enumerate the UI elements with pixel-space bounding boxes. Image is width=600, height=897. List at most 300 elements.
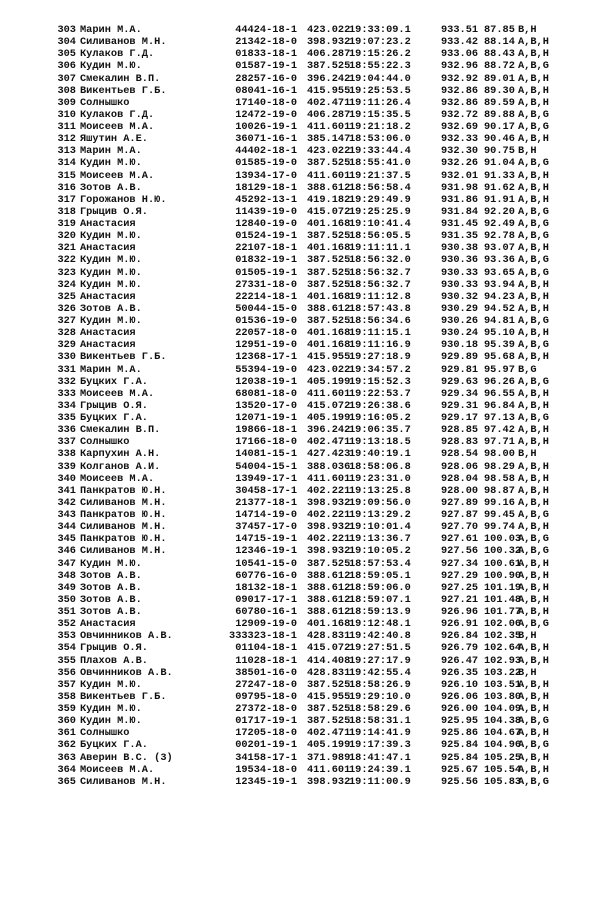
row-number: 336 [57,424,76,437]
table-row [0,48,600,60]
table-row [0,473,600,485]
groups: A,B,G [518,412,549,424]
table-row [0,679,600,691]
ring-code: 01833-18-1 [235,48,297,61]
coefficient: 95.39 [484,339,515,352]
row-number: 332 [57,375,76,388]
coefficient: 91.33 [484,169,515,182]
ring-code: 01832-19-1 [235,254,297,267]
speed: 929.34 [441,387,479,400]
row-number: 365 [57,775,76,788]
coefficient: 96.26 [484,375,515,388]
distance: 387.525 [307,678,351,691]
participant-name: Кудин М.Ю. [80,315,142,327]
participant-name: Кудин М.Ю. [80,557,142,570]
table-row [0,230,600,242]
row-number: 340 [57,472,76,485]
arrival-time: 19:21:37.5 [349,169,411,182]
participant-name: Марин М.А. [80,24,142,36]
arrival-time: 19:40:19.1 [349,448,411,461]
coefficient: 94.52 [484,302,515,315]
speed: 927.61 [441,533,479,546]
distance: 388.612 [307,181,351,194]
participant-name: Кудин М.Ю. [80,703,142,715]
table-row [0,521,600,533]
arrival-time: 19:15:26.2 [349,48,411,61]
coefficient: 92.78 [484,230,515,243]
groups: A,B,H [518,472,549,485]
arrival-time: 19:11:26.4 [349,96,411,109]
distance: 414.408 [307,654,351,667]
table-row [0,739,600,751]
arrival-time: 19:15:52.3 [349,375,411,388]
coefficient: 89.59 [484,96,515,109]
distance: 371.989 [307,751,351,764]
row-number: 304 [57,36,76,49]
participant-name: Силиванов М.Н. [80,496,167,509]
arrival-time: 18:58:26.9 [349,678,411,691]
speed: 925.67 [441,763,479,776]
table-row [0,642,600,654]
table-row [0,412,600,424]
distance: 388.612 [307,302,351,315]
arrival-time: 19:11:11.1 [349,242,411,255]
groups: B,H [518,630,537,643]
distance: 406.287 [307,108,351,121]
speed: 932.30 [441,145,479,158]
distance: 411.601 [307,121,351,133]
distance: 387.525 [307,266,351,279]
distance: 398.932 [307,521,351,534]
row-number: 356 [57,666,76,679]
participant-name: Овчинников А.В. [80,630,173,643]
participant-name: Смекалин В.П. [80,72,161,85]
row-number: 361 [57,727,76,740]
row-number: 331 [57,363,76,376]
participant-name: Аверин В.С. (3) [80,751,173,764]
distance: 419.182 [307,193,351,206]
distance: 402.221 [307,533,351,546]
speed: 932.86 [441,84,479,97]
distance: 385.147 [307,133,351,146]
ring-code: 27247-18-0 [235,678,297,691]
ring-code: 12951-19-0 [235,339,297,352]
distance: 405.199 [307,412,351,424]
participant-name: Солнышко [80,436,130,449]
ring-code: 36071-16-1 [235,133,297,146]
row-number: 351 [57,606,76,618]
participant-name: Кудин М.Ю. [80,157,142,170]
speed: 929.63 [441,375,479,388]
speed: 929.89 [441,351,479,364]
speed: 930.38 [441,242,479,255]
coefficient: 102.06 [484,618,522,631]
speed: 931.86 [441,193,479,206]
coefficient: 95.97 [484,363,515,376]
arrival-time: 19:09:56.0 [349,496,411,509]
ring-code: 18129-18-1 [235,181,297,194]
speed: 925.95 [441,715,479,728]
groups: A,B,H [518,424,549,437]
coefficient: 98.58 [484,472,515,485]
table-row [0,618,600,630]
row-number: 349 [57,581,76,594]
table-row [0,218,600,230]
participant-name: Колганов А.И. [80,460,161,473]
row-number: 307 [57,72,76,85]
coefficient: 102.64 [484,642,522,655]
groups: A,B,G [518,618,549,631]
table-row [0,339,600,351]
groups: A,B,H [518,690,549,703]
arrival-time: 19:14:41.9 [349,727,411,740]
participant-name: Панкратов Ю.Н. [80,484,167,497]
participant-name: Яшутин А.Е. [80,133,148,146]
groups: A,B,H [518,133,549,146]
arrival-time: 19:13:36.7 [349,533,411,546]
table-row [0,291,600,303]
ring-code: 12071-19-1 [235,412,297,424]
row-number: 334 [57,399,76,412]
table-row [0,582,600,594]
groups: A,B,G [518,739,549,752]
groups: A,B,G [518,266,549,279]
table-row [0,667,600,679]
table-row [0,157,600,169]
participant-name: Зотов А.В. [80,606,142,618]
distance: 398.932 [307,545,351,558]
distance: 427.423 [307,448,351,461]
speed: 927.89 [441,496,479,509]
speed: 926.79 [441,642,479,655]
coefficient: 101.19 [484,581,522,594]
distance: 387.525 [307,703,351,715]
ring-code: 11439-19-0 [235,205,297,218]
table-row [0,533,600,545]
distance: 388.612 [307,569,351,582]
row-number: 312 [57,133,76,146]
coefficient: 92.49 [484,218,515,230]
groups: A,B,G [518,121,549,133]
coefficient: 91.62 [484,181,515,194]
coefficient: 98.29 [484,460,515,473]
coefficient: 90.75 [484,145,515,158]
ring-code: 01717-19-1 [235,715,297,728]
groups: A,B,H [518,727,549,740]
row-number: 322 [57,254,76,267]
ring-code: 12368-17-1 [235,351,297,364]
row-number: 306 [57,60,76,73]
arrival-time: 19:42:55.4 [349,666,411,679]
participant-name: Анастасия [80,218,136,230]
row-number: 308 [57,84,76,97]
ring-code: 00201-19-1 [235,739,297,752]
row-number: 344 [57,521,76,534]
distance: 401.168 [307,218,351,230]
ring-code: 38501-16-0 [235,666,297,679]
groups: A,B,H [518,48,549,61]
table-row [0,715,600,727]
speed: 926.84 [441,630,479,643]
speed: 930.18 [441,339,479,352]
arrival-time: 18:55:41.0 [349,157,411,170]
coefficient: 95.68 [484,351,515,364]
arrival-time: 19:26:38.6 [349,399,411,412]
distance: 415.955 [307,351,351,364]
coefficient: 88.72 [484,60,515,73]
table-row [0,364,600,376]
coefficient: 97.71 [484,436,515,449]
arrival-time: 18:57:53.4 [349,557,411,570]
participant-name: Зотов А.В. [80,569,142,582]
arrival-time: 18:56:32.7 [349,278,411,291]
participant-name: Зотов А.В. [80,581,142,594]
table-row [0,242,600,254]
ring-code: 13934-17-0 [235,169,297,182]
groups: A,B,H [518,242,549,255]
table-row [0,485,600,497]
speed: 931.98 [441,181,479,194]
coefficient: 90.46 [484,133,515,146]
speed: 926.00 [441,703,479,715]
arrival-time: 19:13:25.8 [349,484,411,497]
distance: 401.168 [307,618,351,631]
participant-name: Силиванов М.Н. [80,775,167,788]
groups: B,H [518,666,537,679]
ring-code: 09795-18-0 [235,690,297,703]
arrival-time: 18:56:05.5 [349,230,411,243]
distance: 415.955 [307,84,351,97]
groups: A,B,H [518,96,549,109]
coefficient: 103.80 [484,690,522,703]
ring-code: 54004-15-1 [235,460,297,473]
ring-code: 37457-17-0 [235,521,297,534]
table-row [0,727,600,739]
row-number: 355 [57,654,76,667]
coefficient: 99.16 [484,496,515,509]
speed: 925.86 [441,727,479,740]
speed: 930.33 [441,278,479,291]
row-number: 318 [57,205,76,218]
row-number: 325 [57,290,76,303]
groups: A,B,H [518,642,549,655]
speed: 928.00 [441,484,479,497]
groups: A,B,H [518,763,549,776]
participant-name: Буцких Г.А. [80,739,148,752]
speed: 932.92 [441,72,479,85]
speed: 930.24 [441,327,479,340]
distance: 388.612 [307,593,351,606]
coefficient: 104.38 [484,715,522,728]
arrival-time: 19:29:49.9 [349,193,411,206]
groups: A,B,H [518,387,549,400]
ring-code: 68081-18-0 [235,387,297,400]
participant-name: Плахов А.В. [80,654,148,667]
groups: A,B,H [518,521,549,534]
participant-name: Моисеев М.А. [80,169,155,182]
distance: 402.471 [307,436,351,449]
speed: 928.85 [441,424,479,437]
coefficient: 97.42 [484,424,515,437]
ring-code: 19534-18-0 [235,763,297,776]
arrival-time: 18:56:32.0 [349,254,411,267]
speed: 927.70 [441,521,479,534]
table-row [0,376,600,388]
row-number: 333 [57,387,76,400]
table-row [0,85,600,97]
table-row [0,60,600,72]
table-row [0,509,600,521]
arrival-time: 19:42:40.8 [349,630,411,643]
speed: 929.17 [441,412,479,424]
distance: 387.525 [307,557,351,570]
arrival-time: 19:29:10.0 [349,690,411,703]
groups: A,B,H [518,327,549,340]
ring-code: 60780-16-1 [235,606,297,618]
row-number: 350 [57,593,76,606]
participant-name: Анастасия [80,290,136,303]
groups: A,B,G [518,509,549,521]
participant-name: Зотов А.В. [80,181,142,194]
ring-code: 12909-19-0 [235,618,297,631]
row-number: 347 [57,557,76,570]
table-row [0,97,600,109]
groups: A,B,H [518,460,549,473]
row-number: 319 [57,218,76,230]
coefficient: 100.03 [484,533,522,546]
groups: A,B,H [518,557,549,570]
row-number: 358 [57,690,76,703]
ring-code: 17205-18-0 [235,727,297,740]
participant-name: Грыцив О.Я. [80,399,148,412]
coefficient: 101.48 [484,593,522,606]
coefficient: 100.32 [484,545,522,558]
row-number: 321 [57,242,76,255]
coefficient: 104.67 [484,727,522,740]
table-row [0,121,600,133]
table-row [0,170,600,182]
coefficient: 102.93 [484,654,522,667]
table-row [0,303,600,315]
groups: A,B,G [518,339,549,352]
speed: 928.54 [441,448,479,461]
participant-name: Марин М.А. [80,363,142,376]
results-table [0,24,600,788]
arrival-time: 19:22:53.7 [349,387,411,400]
coefficient: 96.84 [484,399,515,412]
arrival-time: 18:58:06.8 [349,460,411,473]
row-number: 329 [57,339,76,352]
speed: 930.36 [441,254,479,267]
arrival-time: 19:25:53.5 [349,84,411,97]
groups: A,B,G [518,157,549,170]
row-number: 310 [57,108,76,121]
distance: 387.525 [307,715,351,728]
arrival-time: 19:07:23.2 [349,36,411,49]
speed: 928.06 [441,460,479,473]
participant-name: Викентьев Г.Б. [80,351,167,364]
groups: B,G [518,363,537,376]
table-row [0,691,600,703]
distance: 411.601 [307,472,351,485]
speed: 932.26 [441,157,479,170]
coefficient: 100.90 [484,569,522,582]
participant-name: Грыцив О.Я. [80,642,148,655]
speed: 927.87 [441,509,479,521]
coefficient: 95.10 [484,327,515,340]
coefficient: 96.55 [484,387,515,400]
table-row [0,145,600,157]
participant-name: Кудин М.Ю. [80,266,142,279]
distance: 411.601 [307,387,351,400]
arrival-time: 19:16:05.2 [349,412,411,424]
row-number: 313 [57,145,76,158]
row-number: 315 [57,169,76,182]
arrival-time: 19:11:12.8 [349,290,411,303]
groups: A,B,H [518,181,549,194]
table-row [0,315,600,327]
row-number: 305 [57,48,76,61]
arrival-time: 19:15:35.5 [349,108,411,121]
row-number: 345 [57,533,76,546]
groups: A,B,H [518,302,549,315]
distance: 423.022 [307,24,351,36]
table-row [0,497,600,509]
speed: 926.06 [441,690,479,703]
speed: 927.56 [441,545,479,558]
distance: 398.932 [307,775,351,788]
distance: 415.072 [307,205,351,218]
coefficient: 98.00 [484,448,515,461]
coefficient: 93.65 [484,266,515,279]
arrival-time: 18:59:13.9 [349,606,411,618]
speed: 930.26 [441,315,479,327]
groups: A,B,H [518,496,549,509]
groups: A,B,G [518,375,549,388]
speed: 928.83 [441,436,479,449]
arrival-time: 18:56:58.4 [349,181,411,194]
ring-code: 50044-15-0 [235,302,297,315]
arrival-time: 19:13:29.2 [349,509,411,521]
participant-name: Моисеев М.А. [80,387,155,400]
table-row [0,194,600,206]
groups: A,B,G [518,218,549,230]
ring-code: 01585-19-0 [235,157,297,170]
speed: 926.91 [441,618,479,631]
participant-name: Зотов А.В. [80,593,142,606]
table-row [0,400,600,412]
distance: 401.168 [307,290,351,303]
speed: 926.10 [441,678,479,691]
distance: 387.525 [307,60,351,73]
ring-code: 11028-18-1 [235,654,297,667]
table-row [0,388,600,400]
participant-name: Горожанов Н.Ю. [80,193,167,206]
speed: 928.04 [441,472,479,485]
row-number: 359 [57,703,76,715]
groups: A,B,H [518,569,549,582]
speed: 932.33 [441,133,479,146]
participant-name: Смекалин В.П. [80,424,161,437]
coefficient: 87.85 [484,24,515,36]
participant-name: Силиванов М.Н. [80,36,167,49]
arrival-time: 19:12:48.1 [349,618,411,631]
participant-name: Зотов А.В. [80,302,142,315]
row-number: 341 [57,484,76,497]
row-number: 324 [57,278,76,291]
distance: 423.022 [307,145,351,158]
coefficient: 93.36 [484,254,515,267]
